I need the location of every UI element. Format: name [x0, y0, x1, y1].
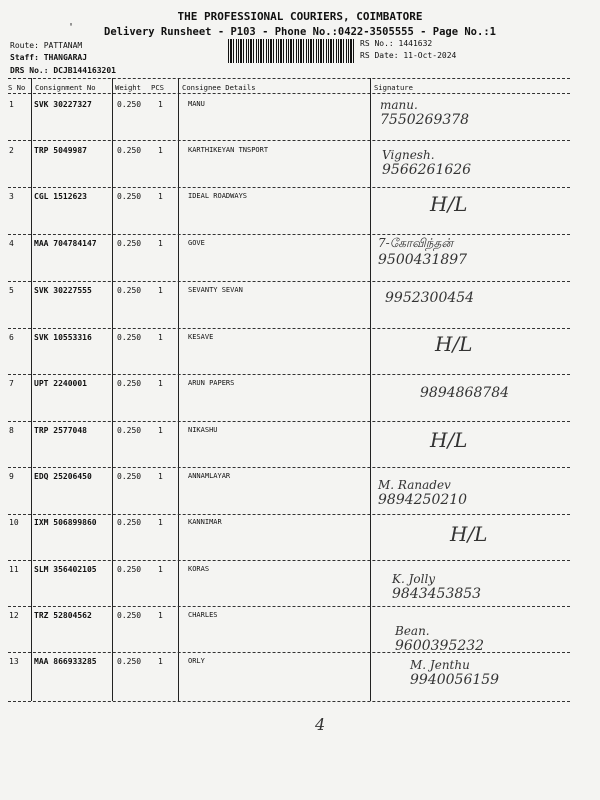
row-weight: 0.250: [117, 565, 142, 574]
row-pieces: 1: [158, 379, 163, 388]
consignee-name: CHARLES: [188, 611, 218, 619]
row-weight: 0.250: [117, 518, 142, 527]
consignment-number: SVK 30227327: [34, 100, 92, 109]
signature-name: Bean.: [395, 624, 430, 638]
signature-phone: 9940056159: [410, 672, 500, 688]
signature-phone: 9894250210: [378, 492, 468, 508]
row-serial-number: 6: [9, 333, 14, 342]
row-serial-number: 8: [9, 426, 14, 435]
handwritten-signature: H/L: [430, 192, 468, 216]
row-serial-number: 12: [9, 611, 19, 620]
signature-name: manu.: [380, 98, 418, 112]
row-separator: [8, 374, 570, 375]
signature-phone: 9843453853: [392, 586, 482, 602]
handwritten-signature: [378, 478, 467, 508]
consignment-number: SVK 30227555: [34, 286, 92, 295]
consignee-name: IDEAL ROADWAYS: [188, 192, 248, 200]
row-pieces: 1: [158, 426, 163, 435]
handwritten-signature: [382, 148, 471, 178]
row-pieces: 1: [158, 146, 163, 155]
row-separator: [8, 421, 570, 422]
col-header-pcs: PCS: [151, 83, 164, 92]
column-divider: [178, 78, 179, 701]
handwritten-signature: [410, 658, 499, 688]
consignment-number: MAA 704784147: [34, 239, 97, 248]
drs-number: DRS No.: DCJB144163201: [10, 66, 116, 75]
header-dot: ': [68, 22, 75, 33]
signature-phone: 9894868784: [420, 385, 510, 401]
col-header-consignment: Consignment No: [35, 83, 96, 92]
handwritten-signature: [380, 98, 469, 128]
col-header-weight: Weight: [115, 83, 141, 92]
row-weight: 0.250: [117, 192, 142, 201]
signature-name: M. Ranadev: [378, 478, 451, 492]
row-weight: 0.250: [117, 239, 142, 248]
signature-phone: 9500431897: [378, 252, 468, 268]
row-separator: [8, 701, 570, 702]
consignment-number: TRP 5049987: [34, 146, 87, 155]
row-pieces: 1: [158, 611, 163, 620]
row-weight: 0.250: [117, 379, 142, 388]
row-separator: [8, 606, 570, 607]
column-divider: [31, 78, 32, 701]
row-pieces: 1: [158, 286, 163, 295]
handwritten-signature: H/L: [430, 428, 468, 452]
row-serial-number: 7: [9, 379, 14, 388]
signature-phone: 9952300454: [385, 290, 475, 306]
table-header-border: [8, 93, 570, 94]
handwritten-signature: [420, 385, 509, 401]
consignment-number: CGL 1512623: [34, 192, 87, 201]
consignee-name: GOVE: [188, 239, 205, 247]
page-mark: 4: [315, 715, 326, 734]
column-divider: [370, 78, 371, 701]
handwritten-signature: H/L: [435, 332, 473, 356]
row-weight: 0.250: [117, 657, 142, 666]
handwritten-signature: [392, 572, 481, 602]
consignment-number: TRZ 52804562: [34, 611, 92, 620]
rs-date: RS Date: 11-Oct-2024: [360, 51, 457, 60]
row-pieces: 1: [158, 100, 163, 109]
row-weight: 0.250: [117, 286, 142, 295]
row-pieces: 1: [158, 472, 163, 481]
handwritten-signature: [385, 290, 474, 306]
handwritten-signature: [395, 624, 484, 654]
row-weight: 0.250: [117, 472, 142, 481]
handwritten-signature: [378, 236, 467, 268]
row-weight: 0.250: [117, 100, 142, 109]
consignee-name: NIKASHU: [188, 426, 218, 434]
row-pieces: 1: [158, 333, 163, 342]
row-weight: 0.250: [117, 426, 142, 435]
rs-number: RS No.: 1441632: [360, 39, 433, 48]
row-serial-number: 5: [9, 286, 14, 295]
row-pieces: 1: [158, 239, 163, 248]
row-separator: [8, 281, 570, 282]
consignment-number: IXM 506899860: [34, 518, 97, 527]
consignee-name: ORLY: [188, 657, 205, 665]
consignment-number: UPT 2240001: [34, 379, 87, 388]
row-separator: [8, 652, 570, 653]
consignee-name: MANU: [188, 100, 205, 108]
column-divider: [112, 78, 113, 701]
row-serial-number: 9: [9, 472, 14, 481]
col-header-sno: S No: [8, 83, 26, 92]
row-serial-number: 13: [9, 657, 19, 666]
consignee-name: SEVANTY SEVAN: [188, 286, 243, 294]
signature-name: 7-கோவிந்தன்: [378, 236, 453, 250]
row-separator: [8, 467, 570, 468]
consignee-name: KORAS: [188, 565, 210, 573]
row-separator: [8, 328, 570, 329]
row-separator: [8, 140, 570, 141]
row-weight: 0.250: [117, 146, 142, 155]
consignment-number: EDQ 25206450: [34, 472, 92, 481]
row-separator: [8, 187, 570, 188]
signature-name: M. Jenthu: [410, 658, 470, 672]
row-separator: [8, 514, 570, 515]
consignee-name: KESAVE: [188, 333, 214, 341]
signature-name: K. Jolly: [392, 572, 436, 586]
col-header-consignee: Consignee Details: [182, 83, 256, 92]
row-pieces: 1: [158, 657, 163, 666]
staff-label: Staff: THANGARAJ: [10, 53, 88, 62]
row-weight: 0.250: [117, 333, 142, 342]
row-serial-number: 4: [9, 239, 14, 248]
consignment-number: SVK 10553316: [34, 333, 92, 342]
signature-phone: 7550269378: [380, 112, 470, 128]
table-top-border: [8, 78, 570, 79]
handwritten-signature: H/L: [450, 522, 488, 546]
consignee-name: ANNAMLAYAR: [188, 472, 231, 480]
row-serial-number: 1: [9, 100, 14, 109]
row-serial-number: 11: [9, 565, 19, 574]
row-pieces: 1: [158, 192, 163, 201]
row-serial-number: 10: [9, 518, 19, 527]
col-header-signature: Signature: [374, 83, 413, 92]
signature-name: Vignesh.: [382, 148, 435, 162]
runsheet-subtitle: Delivery Runsheet - P103 - Phone No.:0422-3505555 - Page No.:1: [104, 26, 496, 38]
row-pieces: 1: [158, 518, 163, 527]
row-separator: [8, 234, 570, 235]
consignee-name: ARUN PAPERS: [188, 379, 235, 387]
consignment-number: TRP 2577048: [34, 426, 87, 435]
row-serial-number: 2: [9, 146, 14, 155]
consignment-number: MAA 866933285: [34, 657, 97, 666]
barcode-image: [228, 39, 354, 63]
runsheet-title: THE PROFESSIONAL COURIERS, COIMBATORE: [177, 10, 423, 23]
consignment-number: SLM 356402105: [34, 565, 97, 574]
signature-phone: 9566261626: [382, 162, 472, 178]
row-serial-number: 3: [9, 192, 14, 201]
row-weight: 0.250: [117, 611, 142, 620]
row-pieces: 1: [158, 565, 163, 574]
consignee-name: KARTHIKEYAN TNSPORT: [188, 146, 269, 154]
consignee-name: KANNIMAR: [188, 518, 222, 526]
row-separator: [8, 560, 570, 561]
route-label: Route: PATTANAM: [10, 41, 83, 50]
signature-phone: 9600395232: [395, 638, 485, 654]
